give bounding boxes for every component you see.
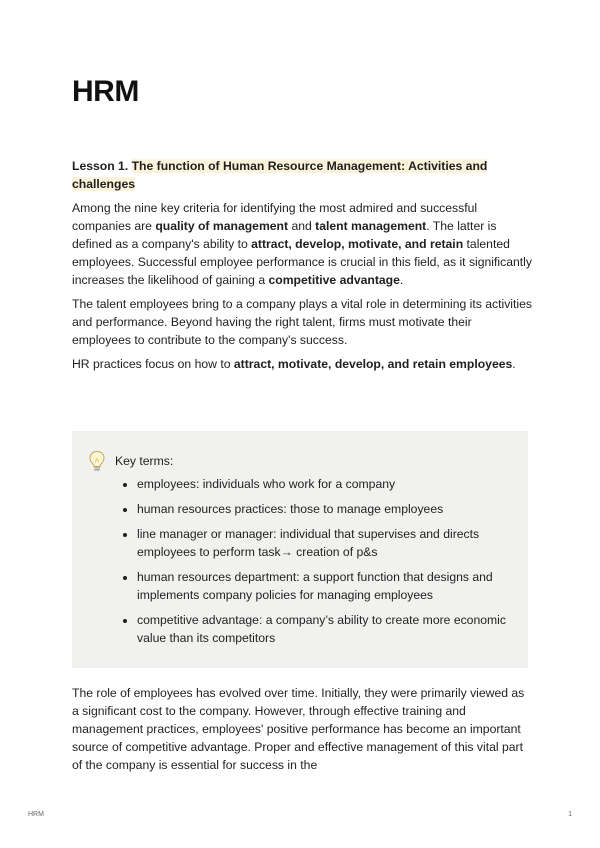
paragraph-hr-practices [72,355,532,373]
lesson-title-highlight: The function of Human Resource Management: Activities and challenges [72,159,488,191]
lesson-prefix: Lesson 1. [72,159,132,173]
list-item: • human resources department: a support function that designs and implements company policies for managing employees [137,568,537,604]
list-item: • competitive advantage: a company’s ability to create more economic value than its competitors [137,611,537,647]
list-item: • line manager or manager: individual that supervises and directs employees to perform task→ creation of p&s [137,525,537,561]
page-title: HRM [72,75,139,108]
bold-run: talent management [315,219,427,233]
lightbulb-icon [88,450,106,472]
text-run: and [288,219,316,233]
bold-run: quality of management [155,219,289,233]
lesson-heading [72,157,532,193]
page-number: 1 [568,811,572,818]
key-terms-callout [72,431,528,668]
text-run: . [399,273,404,287]
paragraph-intro [72,199,532,289]
footer-title: HRM [28,811,44,818]
bold-run: competitive advantage [268,273,400,287]
list-item: • human resources practices: those to manage employees [137,500,537,518]
key-terms-list [120,475,537,654]
text-run: HR practices focus on how to [72,357,234,371]
main-content [72,157,532,379]
callout-header [88,450,173,472]
bold-run: attract, motivate, develop, and retain employees [233,357,513,371]
callout-heading: Key terms: [115,454,174,468]
list-item: • employees: individuals who work for a company [137,475,537,493]
text-run: Among the nine key criteria for identifying the most admired and successful companies are [72,201,478,233]
text-run: . The latter is defined as a company's ability to [72,219,497,251]
paragraph-talent: The talent employees bring to a company plays a vital role in determining its activities and performance. Beyond having the right talent, firms must motivate their employees to contribute to the company's success. [72,297,532,347]
text-run: talented employees. Successful employee performance is crucial in this field, as it significantly increases the likelihood of gaining a [72,237,532,287]
paragraph-role-of-employees: The role of employees has evolved over time. Initially, they were primarily viewed as a significant cost to the company. However, through effective training and management practices, employees' positive performance has become an important source of competitive advantage. Proper and effective management of this vital part of the company is essential for success in the [72,686,525,772]
text-run: . [512,357,516,371]
bold-run: attract, develop, motivate, and retain [251,237,464,251]
